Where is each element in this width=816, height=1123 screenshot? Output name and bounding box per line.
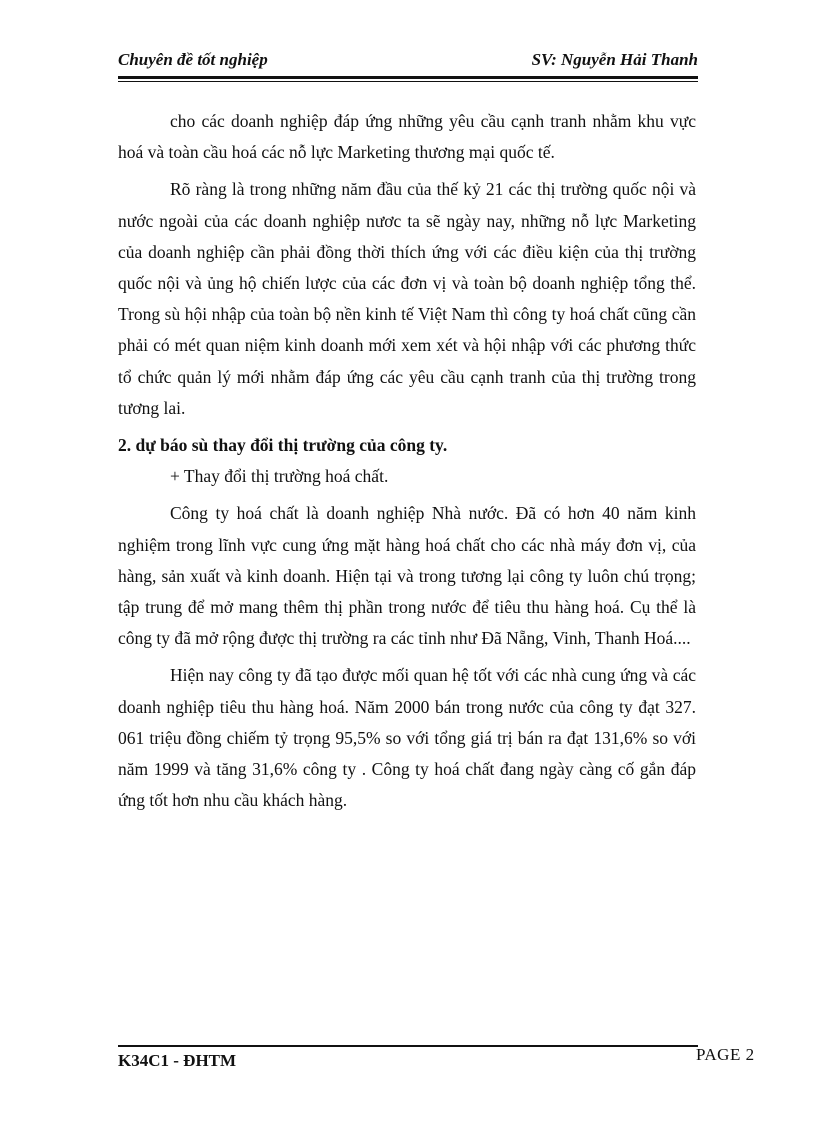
header-title: Chuyên đề tốt nghiệp (118, 50, 268, 69)
page-header (118, 50, 698, 74)
paragraph-4: Công ty hoá chất là doanh nghiệp Nhà nước. Đã có hơn 40 năm kinh nghiệm trong lĩnh vực cung ứng mặt hàng hoá chất cho các nhà máy đơn vị, của hàng, sản xuất và kinh doanh. Hiện tại và trong tương lại công ty luôn chú trọng; tập trung để mở mang thêm thị phần trong nước để tiêu thu hàng hoá. Cụ thể là công ty đã mở rộng được thị trường ra các tỉnh như Đã Nẵng, Vinh, Thanh Hoá.... (118, 503, 696, 649)
page-body (118, 106, 696, 816)
page-number: PAGE 2 (696, 1045, 755, 1064)
footer-rule (118, 1045, 698, 1047)
header-rule (118, 76, 698, 79)
header-rule-thin (118, 81, 698, 82)
section-heading: 2. dự báo sù thay đổi thị trường của công ty. (118, 435, 448, 456)
header-author: SV: Nguyễn Hải Thanh (531, 50, 698, 69)
paragraph-2: Rõ ràng là trong những năm đầu của thế kỷ 21 các thị trường quốc nội và nước ngoài của các doanh nghiệp nươc ta sẽ ngày nay, những nỗ lực Marketing của doanh nghiệp cần phải đồng thời thích ứng với các điều kiện của thị trường quốc nội và ủng hộ chiến lược của các đơn vị và toàn bộ doanh nghiệp tổng thể. Trong sù hội nhập của toàn bộ nền kinh tế Việt Nam thì công ty hoá chất cũng cần phải có mét quan niệm kinh doanh mới xem xét và hội nhập với các phương thức tổ chức quản lý mới nhằm đáp ứng các yêu cầu cạnh tranh của thị trường trong tương lai. (118, 179, 696, 418)
footer-course: K34C1 - ĐHTM (118, 1051, 237, 1070)
paragraph-5: Hiện nay công ty đã tạo được mối quan hệ tốt với các nhà cung ứng và các doanh nghiệp tiêu thu hàng hoá. Năm 2000 bán trong nước của công ty đạt 327. 061 triệu đồng chiếm tỷ trọng 95,5% so với tổng giá trị bán ra đạt 131,6% so với năm 1999 và tăng 31,6% công ty . Công ty hoá chất đang ngày càng cố gắn đáp ứng tốt hơn nhu cầu khách hàng. (118, 665, 696, 811)
paragraph-3: + Thay đổi thị trường hoá chất. (170, 466, 389, 487)
paragraph-1: cho các doanh nghiệp đáp ứng những yêu cầu cạnh tranh nhằm khu vực hoá và toàn cầu hoá các nỗ lực Marketing thương mại quốc tế. (118, 111, 696, 163)
